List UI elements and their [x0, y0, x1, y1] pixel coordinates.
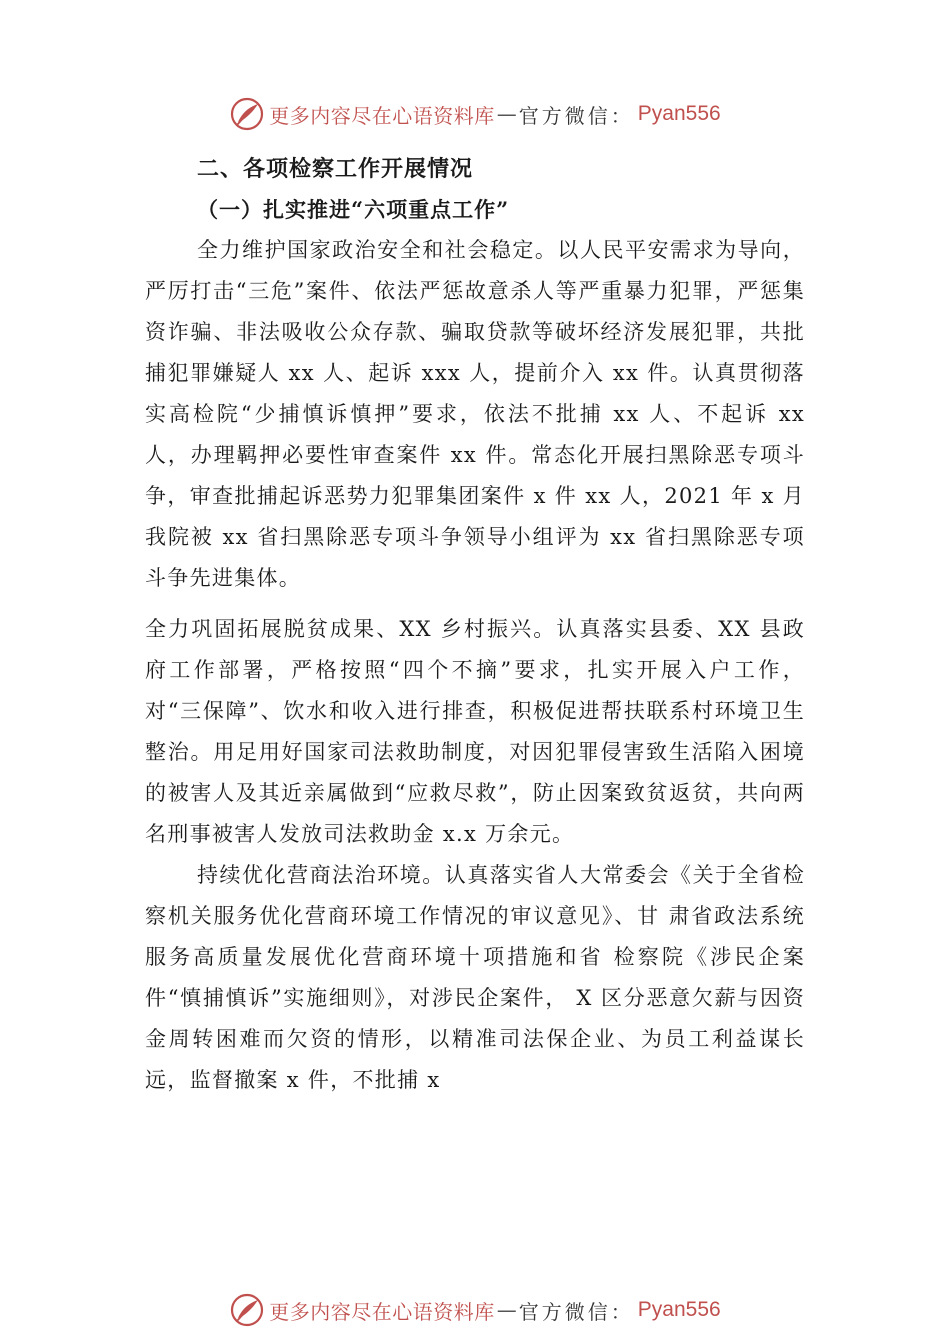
- feather-logo-icon: [229, 1292, 265, 1328]
- subsection-title: （一）扎实推进“六项重点工作”: [197, 197, 510, 222]
- watermark-handle: Pyan556: [637, 102, 721, 125]
- footer-watermark: [0, 1288, 950, 1332]
- feather-logo-icon: [229, 96, 265, 132]
- watermark-separator: —: [496, 102, 517, 126]
- watermark-label: 官方微信：: [518, 1299, 634, 1324]
- document-body: [145, 150, 805, 1101]
- paragraph-business: 持续优化营商法治环境。认真落实省人大常委会《关于全省检察机关服务优化营商环境工作情况的审议意见》、甘 肃省政法系统服务高质量发展优化营商环境十项措施和省 检察院《涉民企案件“慎捕慎诉”实施细则》，对涉民企案件， X 区分恶意欠薪与因资金周转困难而欠资的情形，以精准司法保企业、为员工利益谋长远，监督撤案 x 件，不批捕 x: [145, 863, 805, 1092]
- watermark-handle: Pyan556: [637, 1298, 721, 1321]
- paragraph-security: 全力维护国家政治安全和社会稳定。以人民平安需求为导向，严厉打击“三危”案件、依法严惩故意杀人等严重暴力犯罪，严惩集资诈骗、非法吸收公众存款、骗取贷款等破坏经济发展犯罪，共批捕犯罪嫌疑人 xx 人、起诉 xxx 人，提前介入 xx 件。认真贯彻落实高检院“少捕慎诉慎押”要求，依法不批捕 xx 人、不起诉 xx 人，办理羁押必要性审查案件 xx 件。常态化开展扫黑除恶专项斗争，审查批捕起诉恶势力犯罪集团案件 x 件 xx 人，2021 年 x 月我院被 xx 省扫黑除恶专项斗争领导小组评为 xx 省扫黑除恶专项斗争先进集体。: [145, 238, 805, 590]
- paragraph-poverty: 全力巩固拓展脱贫成果、XX 乡村振兴。认真落实县委、XX 县政府工作部署，严格按照“四个不摘”要求，扎实开展入户工作，对“三保障”、饮水和收入进行排查，积极促进帮扶联系村环境卫生整治。用足用好国家司法救助制度，对因犯罪侵害致生活陷入困境的被害人及其近亲属做到“应救尽救”，防止因案致贫返贫，共向两名刑事被害人发放司法救助金 x.x 万余元。: [145, 617, 805, 846]
- section-title: 二、各项检察工作开展情况: [197, 157, 474, 182]
- header-watermark: [0, 92, 950, 136]
- watermark-text: 更多内容尽在心语资料库: [269, 1299, 495, 1324]
- watermark-text: 更多内容尽在心语资料库: [269, 103, 495, 128]
- watermark-label: 官方微信：: [518, 103, 634, 128]
- watermark-separator: —: [496, 1298, 517, 1322]
